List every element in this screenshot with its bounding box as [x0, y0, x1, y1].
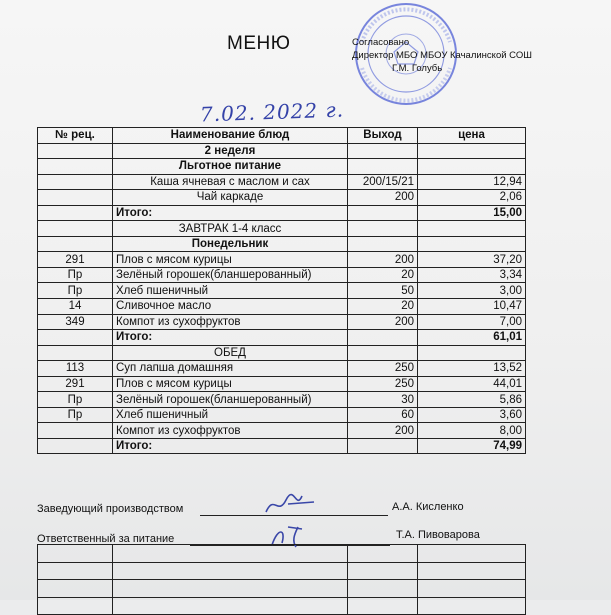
table-row: [38, 221, 526, 237]
head-signature-label: Заведующий производством: [37, 503, 184, 515]
portion-cell: [348, 205, 418, 221]
portion-cell: 200/15/21: [348, 174, 418, 190]
price-cell: 13,52: [418, 361, 526, 377]
price-cell: 74,99: [418, 438, 526, 454]
dish-name-cell: Плов с мясом курицы: [113, 252, 348, 268]
recipe-number-cell: 14: [38, 299, 113, 315]
dish-name-cell: Льготное питание: [113, 159, 348, 175]
approval-block: [352, 36, 532, 75]
recipe-number-cell: [38, 221, 113, 237]
recipe-number-cell: Пр: [38, 392, 113, 408]
recipe-number-cell: Пр: [38, 283, 113, 299]
recipe-number-cell: [38, 174, 113, 190]
price-cell: 10,47: [418, 299, 526, 315]
header-portion: Выход: [348, 128, 418, 144]
dish-name-cell: Плов с мясом курицы: [113, 376, 348, 392]
price-cell: 61,01: [418, 330, 526, 346]
dish-name-cell: Итого:: [113, 205, 348, 221]
recipe-number-cell: 349: [38, 314, 113, 330]
dish-name-cell: ОБЕД: [113, 345, 348, 361]
header-recipe-number: № рец.: [38, 128, 113, 144]
recipe-number-cell: [38, 205, 113, 221]
table-row: [38, 407, 526, 423]
table-row: [38, 361, 526, 377]
table-row: [38, 159, 526, 175]
table-header-row: [38, 128, 526, 144]
portion-cell: 200: [348, 190, 418, 206]
price-cell: [418, 159, 526, 175]
head-signature-name: А.А. Кисленко: [392, 501, 464, 513]
table-row: [38, 205, 526, 221]
price-cell: [418, 236, 526, 252]
portion-cell: 60: [348, 407, 418, 423]
dish-name-cell: Итого:: [113, 438, 348, 454]
portion-cell: 250: [348, 376, 418, 392]
table-row: [38, 299, 526, 315]
dish-name-cell: Понедельник: [113, 236, 348, 252]
empty-row: [38, 545, 526, 563]
recipe-number-cell: [38, 330, 113, 346]
price-cell: [418, 345, 526, 361]
empty-row: [38, 562, 526, 580]
table-row: [38, 267, 526, 283]
price-cell: 15,00: [418, 205, 526, 221]
resp-signature-label: Ответственный за питание: [37, 533, 175, 545]
dish-name-cell: Компот из сухофруктов: [113, 314, 348, 330]
price-cell: 5,86: [418, 392, 526, 408]
dish-name-cell: Каша ячневая с маслом и сах: [113, 174, 348, 190]
price-cell: 8,00: [418, 423, 526, 439]
portion-cell: 30: [348, 392, 418, 408]
price-cell: 37,20: [418, 252, 526, 268]
table-row: [38, 190, 526, 206]
portion-cell: [348, 438, 418, 454]
dish-name-cell: ЗАВТРАК 1-4 класс: [113, 221, 348, 237]
portion-cell: [348, 221, 418, 237]
price-cell: 3,34: [418, 267, 526, 283]
resp-signature-name: Т.А. Пивоварова: [396, 529, 480, 541]
recipe-number-cell: [38, 159, 113, 175]
dish-name-cell: Сливочное масло: [113, 299, 348, 315]
handwritten-date: 7.02. 2022 г.: [199, 97, 345, 127]
portion-cell: [348, 159, 418, 175]
table-row: [38, 236, 526, 252]
table-row: [38, 392, 526, 408]
portion-cell: [348, 236, 418, 252]
recipe-number-cell: 113: [38, 361, 113, 377]
portion-cell: [348, 345, 418, 361]
table-row: [38, 345, 526, 361]
recipe-number-cell: 291: [38, 252, 113, 268]
empty-table-rows: [37, 544, 526, 615]
recipe-number-cell: [38, 143, 113, 159]
table-row: [38, 376, 526, 392]
portion-cell: 50: [348, 283, 418, 299]
dish-name-cell: Хлеб пшеничный: [113, 407, 348, 423]
approval-line: Г.М. Голубь: [392, 63, 443, 74]
approval-line: Директор МБО МБОУ Качалинской СОШ: [352, 50, 532, 61]
dish-name-cell: Суп лапша домашняя: [113, 361, 348, 377]
price-cell: 44,01: [418, 376, 526, 392]
header-price: цена: [418, 128, 526, 144]
head-signature-scribble: [262, 490, 322, 518]
table-row: [38, 330, 526, 346]
recipe-number-cell: [38, 236, 113, 252]
header-dish-name: Наименование блюд: [113, 128, 348, 144]
recipe-number-cell: [38, 423, 113, 439]
dish-name-cell: Зелёный горошек(бланшерованный): [113, 267, 348, 283]
portion-cell: 200: [348, 423, 418, 439]
price-cell: [418, 221, 526, 237]
approval-line: Согласовано: [352, 37, 410, 48]
price-cell: [418, 143, 526, 159]
price-cell: 2,06: [418, 190, 526, 206]
recipe-number-cell: Пр: [38, 267, 113, 283]
dish-name-cell: Зелёный горошек(бланшерованный): [113, 392, 348, 408]
table-row: [38, 423, 526, 439]
portion-cell: 200: [348, 252, 418, 268]
table-row: [38, 174, 526, 190]
table-row: [38, 283, 526, 299]
recipe-number-cell: 291: [38, 376, 113, 392]
empty-row: [38, 580, 526, 598]
recipe-number-cell: [38, 438, 113, 454]
dish-name-cell: Компот из сухофруктов: [113, 423, 348, 439]
portion-cell: 20: [348, 267, 418, 283]
page-title: МЕНЮ: [227, 33, 291, 54]
table-row: [38, 438, 526, 454]
table-row: [38, 252, 526, 268]
menu-table: [37, 127, 526, 454]
recipe-number-cell: [38, 190, 113, 206]
portion-cell: [348, 330, 418, 346]
portion-cell: [348, 143, 418, 159]
table-row: [38, 143, 526, 159]
price-cell: 3,00: [418, 283, 526, 299]
dish-name-cell: Итого:: [113, 330, 348, 346]
price-cell: 12,94: [418, 174, 526, 190]
price-cell: 3,60: [418, 407, 526, 423]
recipe-number-cell: [38, 345, 113, 361]
portion-cell: 200: [348, 314, 418, 330]
portion-cell: 20: [348, 299, 418, 315]
dish-name-cell: Хлеб пшеничный: [113, 283, 348, 299]
dish-name-cell: Чай каркаде: [113, 190, 348, 206]
dish-name-cell: 2 неделя: [113, 143, 348, 159]
recipe-number-cell: Пр: [38, 407, 113, 423]
table-row: [38, 314, 526, 330]
portion-cell: 250: [348, 361, 418, 377]
price-cell: 7,00: [418, 314, 526, 330]
